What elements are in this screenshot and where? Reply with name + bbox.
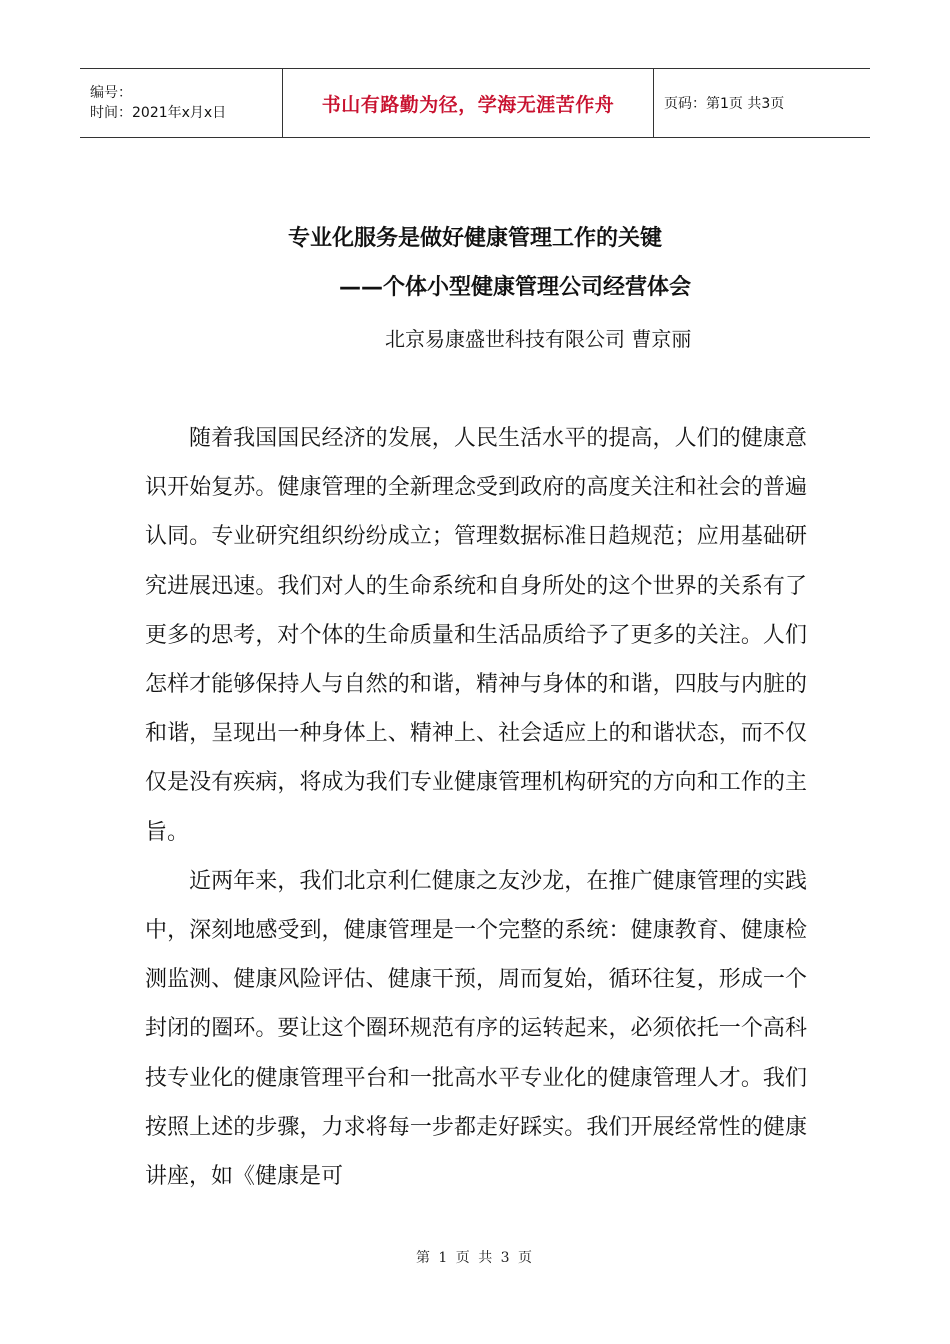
page-label: 页码：第1页 共3页 [664,96,785,112]
document-header [80,68,870,138]
document-author: 北京易康盛世科技有限公司 曹京丽 [385,327,692,351]
header-page-cell [654,69,870,137]
document-body [145,414,807,1201]
document-subtitle: ——个体小型健康管理公司经营体会 [338,275,691,300]
paragraph: 随着我国国民经济的发展，人民生活水平的提高，人们的健康意识开始复苏。健康管理的全新理念受到政府的高度关注和社会的普遍认同。专业研究组织纷纷成立；管理数据标准日趋规范；应用基础研究进展迅速。我们对人的生命系统和自身所处的这个世界的关系有了更多的思考，对个体的生命质量和生活品质给予了更多的关注。人们怎样才能够保持人与自然的和谐，精神与身体的和谐，四肢与内脏的和谐，呈现出一种身体上、精神上、社会适应上的和谐状态，而不仅仅是没有疾病，将成为我们专业健康管理机构研究的方向和工作的主旨。 [145,426,807,845]
paragraph: 近两年来，我们北京利仁健康之友沙龙，在推广健康管理的实践中，深刻地感受到，健康管理是一个完整的系统：健康教育、健康检测监测、健康风险评估、健康干预，周而复始，循环往复，形成一个封闭的圈环。要让这个圈环规范有序的运转起来，必须依托一个高科技专业化的健康管理平台和一批高水平专业化的健康管理人才。我们按照上述的步骤，力求将每一步都走好踩实。我们开展经常性的健康讲座，如《健康是可 [145,868,807,1190]
header-meta [80,69,282,137]
document-title: 专业化服务是做好健康管理工作的关键 [287,226,662,251]
header-motto-cell [282,69,654,137]
number-label: 编号： [90,85,132,101]
page-footer: 第 1 页 共 3 页 [415,1250,535,1266]
motto-text: 书山有路勤为径，学海无涯苦作舟 [321,93,615,116]
time-label: 时间：2021年x月x日 [90,105,227,121]
